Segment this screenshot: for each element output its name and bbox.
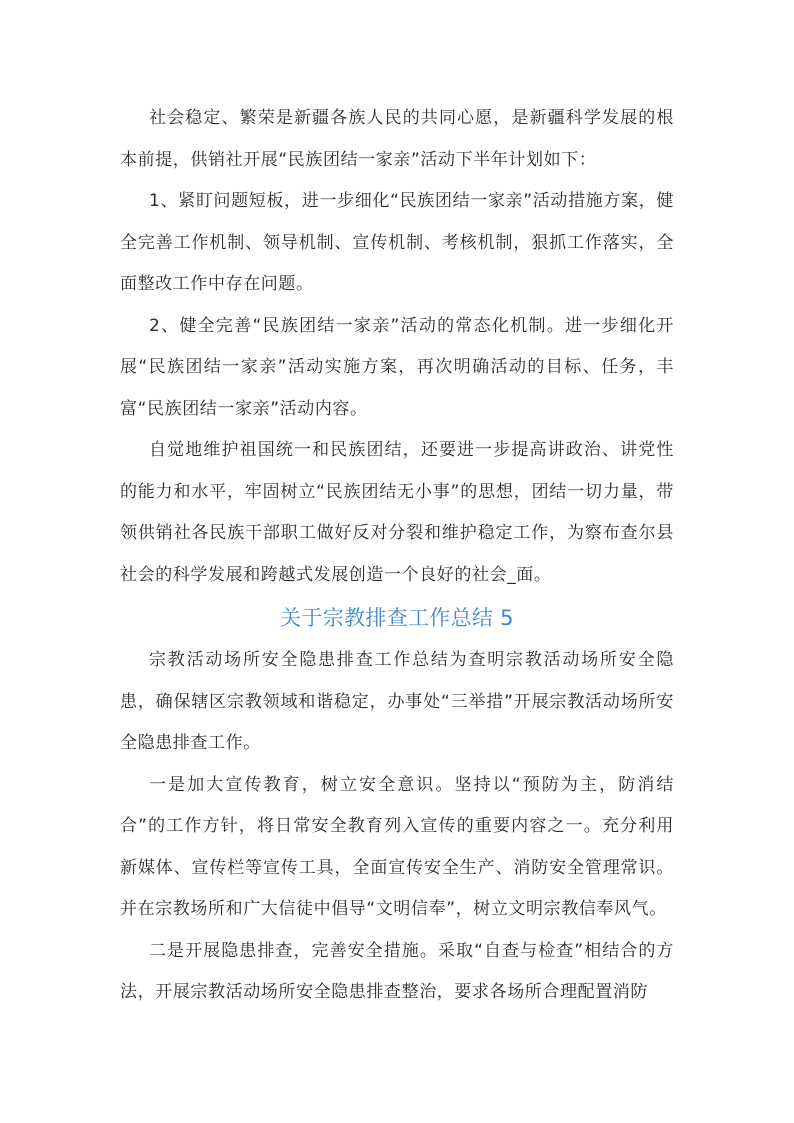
paragraph-measure-1: 一是加大宣传教育，树立安全意识。坚持以“预防为主，防消结合”的工作方针，将日常安全教育列入宣传的重要内容之一。充分利用新媒体、宣传栏等宣传工具，全面宣传安全生产、消防安全管理常识。并在宗教场所和广大信徒中倡导“文明信奉”，树立文明宗教信奉风气。 (120, 774, 674, 919)
paragraph-item-1: 1、紧盯问题短板，进一步细化“民族团结一家亲”活动措施方案，健全完善工作机制、领导机制、宣传机制、考核机制，狠抓工作落实，全面整改工作中存在问题。 (120, 191, 674, 294)
paragraph-summary-intro: 宗教活动场所安全隐患排查工作总结为查明宗教活动场所安全隐患，确保辖区宗教领域和谐稳定，办事处“三举措”开展宗教活动场所安全隐患排查工作。 (120, 650, 674, 753)
paragraph-conclusion: 自觉地维护祖国统一和民族团结，还要进一步提高讲政治、讲党性的能力和水平，牢固树立“民族团结无小事”的思想，团结一切力量，带领供销社各民族干部职工做好反对分裂和维护稳定工作，为察布查尔县社会的科学发展和跨越式发展创造一个良好的社会_面。 (120, 440, 674, 585)
paragraph-intro: 社会稳定、繁荣是新疆各族人民的共同心愿，是新疆科学发展的根本前提，供销社开展“民族团结一家亲”活动下半年计划如下： (120, 108, 674, 170)
section-title: 关于宗教排查工作总结 5 (280, 606, 514, 630)
paragraph-measure-2: 二是开展隐患排查，完善安全措施。采取“自查与检查”相结合的方法，开展宗教活动场所安全隐患排查整治，要求各场所合理配置消防 (120, 940, 674, 1002)
paragraph-item-2: 2、健全完善“民族团结一家亲”活动的常态化机制。进一步细化开展“民族团结一家亲”活动实施方案，再次明确活动的目标、任务，丰富“民族团结一家亲”活动内容。 (120, 315, 674, 419)
